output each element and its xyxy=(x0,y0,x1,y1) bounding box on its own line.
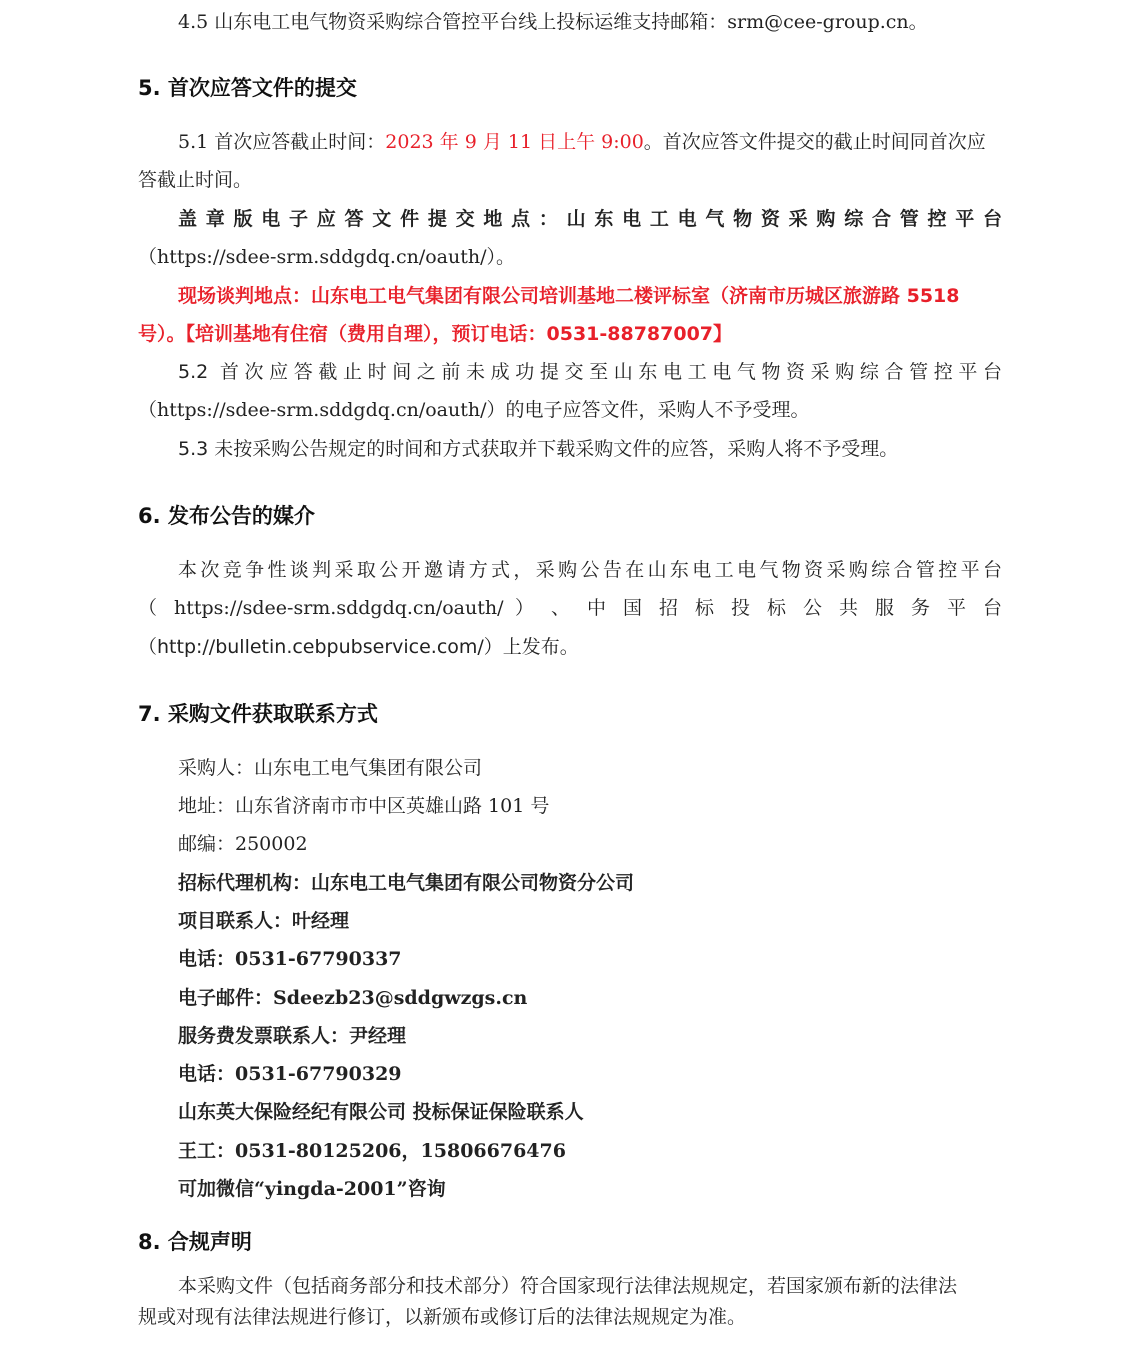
contact-purchaser: 采购人：山东电工电气集团有限公司 xyxy=(178,757,483,779)
deadline-time: 2023 年 9 月 11 日上午 9:00 xyxy=(385,131,644,153)
section-6-text: 本次竞争性谈判采取公开邀请方式，采购公告在山东电工电气物资采购综合管控平台 xyxy=(178,559,1002,581)
contact-wang: 王工：0531-80125206，15806676476 xyxy=(178,1140,566,1162)
deadline-note: 。首次应答文件提交的截止时间同首次应 xyxy=(643,131,986,153)
negotiation-site-booking: 号）。【培训基地有住宿（费用自理），预订电话：0531-88787007】 xyxy=(138,323,733,345)
contact-agency: 招标代理机构：山东电工电气集团有限公司物资分公司 xyxy=(178,872,635,894)
contact-phone-2: 电话：0531-67790329 xyxy=(178,1063,402,1085)
contact-phone-1: 电话：0531-67790337 xyxy=(178,948,402,970)
contact-email: 电子邮件：Sdeezb23@sddgwzgs.cn xyxy=(178,987,528,1009)
section-6-heading: 6. 发布公告的媒介 xyxy=(138,504,315,528)
contact-invoice-person: 服务费发票联系人：尹经理 xyxy=(178,1025,407,1047)
section-8-text: 本采购文件（包括商务部分和技术部分）符合国家现行法律法规规定，若国家颁布新的法律法 xyxy=(178,1275,958,1297)
section-6-platforms: （ https://sdee-srm.sddgdq.cn/oauth/ ） 、 中 国 招 标 投 标 公 共 服 务 平 台 xyxy=(138,597,1002,619)
section-6-url: （http://bulletin.cebpubservice.com/）上发布。 xyxy=(138,636,579,658)
section-5-1-deadline xyxy=(178,128,986,156)
deadline-label: 5.1 首次应答截止时间： xyxy=(178,131,386,153)
contact-wechat: 可加微信“yingda-2001”咨询 xyxy=(178,1178,446,1200)
section-5-2: 5.2 首次应答截止时间之前未成功提交至山东电工电气物资采购综合管控平台 xyxy=(178,361,1002,383)
section-4-5-email: 4.5 山东电工电气物资采购综合管控平台线上投标运维支持邮箱：srm@cee-group.cn。 xyxy=(178,11,928,33)
contact-project-person: 项目联系人：叶经理 xyxy=(178,910,350,932)
contact-insurance: 山东英大保险经纪有限公司 投标保证保险联系人 xyxy=(178,1101,584,1123)
section-7-heading: 7. 采购文件获取联系方式 xyxy=(138,702,378,726)
section-8-text-continuation: 规或对现有法律法规进行修订，以新颁布或修订后的法律法规规定为准。 xyxy=(138,1306,747,1328)
negotiation-site: 现场谈判地点：山东电工电气集团有限公司培训基地二楼评标室（济南市历城区旅游路 5518 xyxy=(178,285,960,307)
section-5-2-url: （https://sdee-srm.sddgdq.cn/oauth/）的电子应答文件，采购人不予受理。 xyxy=(138,399,810,421)
section-5-3: 5.3 未按采购公告规定的时间和方式获取并下载采购文件的应答，采购人将不予受理。 xyxy=(178,438,899,460)
contact-address: 地址：山东省济南市市中区英雄山路 101 号 xyxy=(178,795,550,817)
seal-submission-place: 盖章版电子应答文件提交地点：山东电工电气物资采购综合管控平台 xyxy=(178,208,1002,230)
section-5-1-continuation: 答截止时间。 xyxy=(138,169,253,191)
section-8-heading: 8. 合规声明 xyxy=(138,1230,252,1254)
seal-submission-url: （https://sdee-srm.sddgdq.cn/oauth/）。 xyxy=(138,246,515,268)
section-5-heading: 5. 首次应答文件的提交 xyxy=(138,76,357,100)
contact-postcode: 邮编：250002 xyxy=(178,833,308,855)
